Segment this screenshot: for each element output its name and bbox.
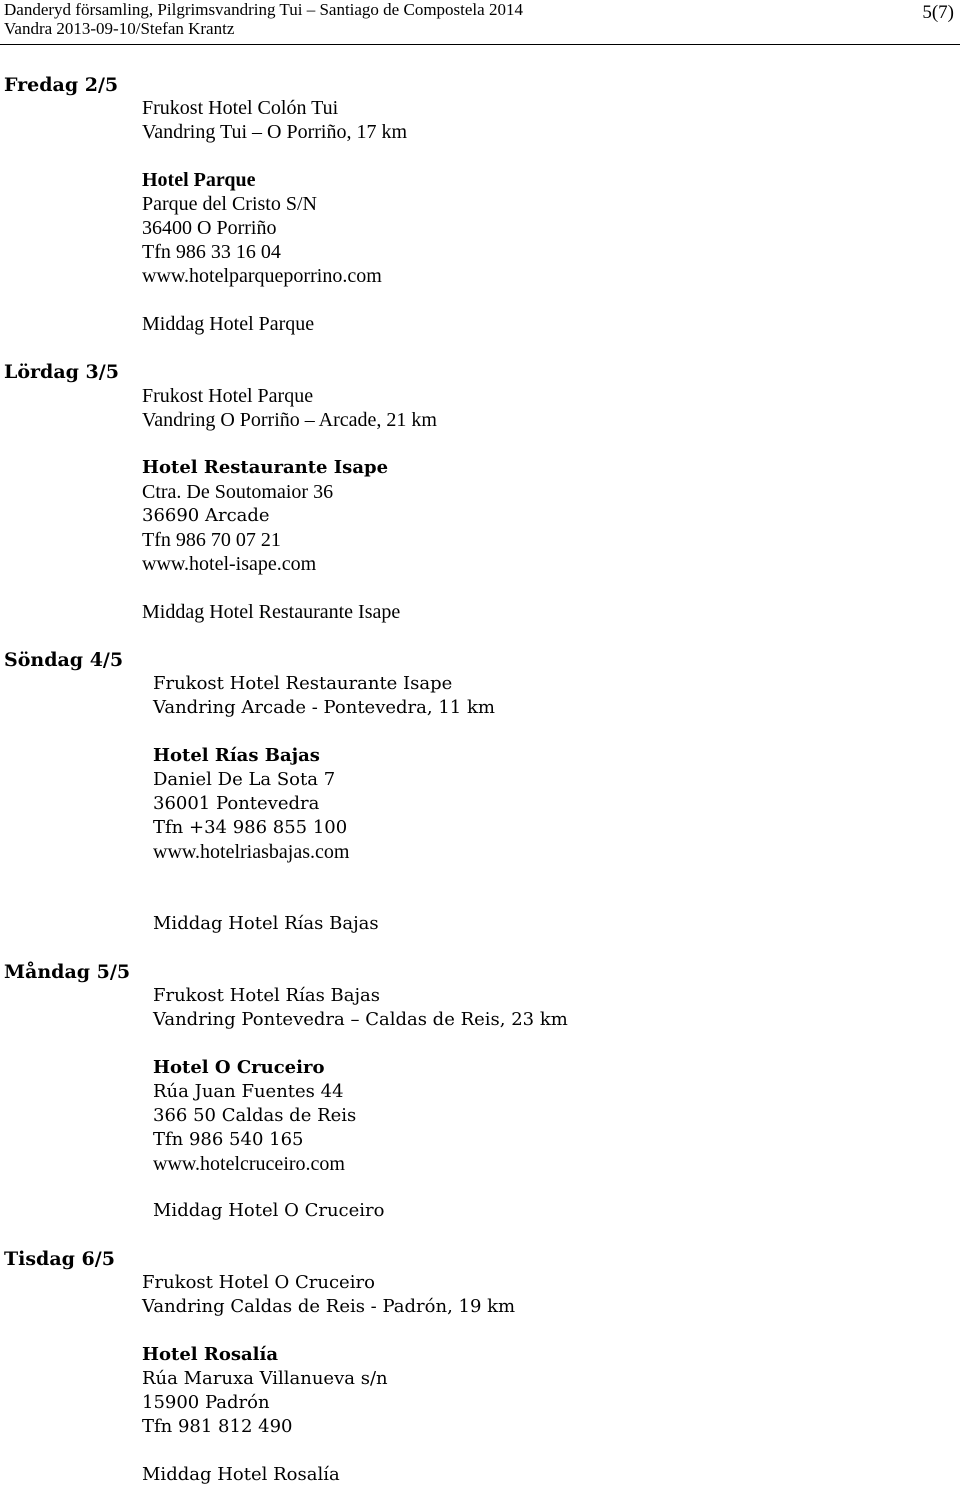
hotel-website: www.hotel-isape.com bbox=[142, 553, 317, 575]
hotel-phone: Tfn +34 986 855 100 bbox=[153, 817, 348, 838]
hotel-block-tisdag bbox=[142, 1343, 388, 1439]
day-label-fredag: Fredag 2/5 bbox=[4, 74, 119, 96]
day-block-tisdag-intro bbox=[142, 1271, 515, 1319]
walk-line: Vandring Tui – O Porriño, 17 km bbox=[142, 121, 408, 143]
walk-line: Vandring Arcade - Pontevedra, 11 km bbox=[153, 697, 495, 718]
dinner-mandag: Middag Hotel O Cruceiro bbox=[153, 1200, 385, 1221]
dinner-fredag: Middag Hotel Parque bbox=[142, 313, 315, 335]
day-label-tisdag: Tisdag 6/5 bbox=[4, 1248, 115, 1270]
day-label-lordag: Lördag 3/5 bbox=[4, 361, 119, 383]
hotel-address: Ctra. De Soutomaior 36 bbox=[142, 481, 334, 503]
hotel-block-lordag bbox=[142, 456, 388, 576]
breakfast-line: Frukost Hotel Rías Bajas bbox=[153, 985, 381, 1006]
hotel-postal: 15900 Padrón bbox=[142, 1392, 270, 1413]
walk-line: Vandring O Porriño – Arcade, 21 km bbox=[142, 409, 437, 431]
day-label-sondag: Söndag 4/5 bbox=[4, 649, 124, 671]
hotel-website: www.hotelparqueporrino.com bbox=[142, 265, 382, 287]
hotel-name: Hotel Restaurante Isape bbox=[142, 457, 389, 478]
walk-line: Vandring Caldas de Reis - Padrón, 19 km bbox=[142, 1296, 516, 1317]
document-header-author: Vandra 2013-09-10/Stefan Krantz bbox=[4, 19, 235, 38]
breakfast-line: Frukost Hotel Restaurante Isape bbox=[153, 673, 453, 694]
day-block-fredag-intro bbox=[142, 96, 407, 144]
dinner-lordag: Middag Hotel Restaurante Isape bbox=[142, 601, 401, 623]
hotel-block-sondag bbox=[153, 744, 349, 864]
hotel-name: Hotel Rías Bajas bbox=[153, 745, 320, 766]
hotel-postal: 36690 Arcade bbox=[142, 505, 270, 526]
document-header-title: Danderyd församling, Pilgrimsvandring Tui – Santiago de Compostela 2014 bbox=[4, 0, 523, 19]
hotel-phone: Tfn 986 70 07 21 bbox=[142, 529, 281, 551]
day-label-mandag: Måndag 5/5 bbox=[4, 961, 131, 983]
hotel-phone: Tfn 986 33 16 04 bbox=[142, 241, 281, 263]
walk-line: Vandring Pontevedra – Caldas de Reis, 23 km bbox=[153, 1009, 568, 1030]
hotel-postal: 36001 Pontevedra bbox=[153, 793, 320, 814]
hotel-block-mandag bbox=[153, 1056, 356, 1176]
breakfast-line: Frukost Hotel O Cruceiro bbox=[142, 1272, 375, 1293]
day-block-mandag-intro bbox=[153, 984, 568, 1032]
hotel-block-fredag bbox=[142, 168, 382, 288]
hotel-website: www.hotelriasbajas.com bbox=[153, 841, 350, 863]
dinner-tisdag: Middag Hotel Rosalía bbox=[142, 1464, 340, 1485]
day-block-lordag-intro bbox=[142, 384, 437, 432]
day-block-sondag-intro bbox=[153, 672, 495, 720]
hotel-name: Hotel Rosalía bbox=[142, 1344, 278, 1365]
hotel-postal: 366 50 Caldas de Reis bbox=[153, 1105, 357, 1126]
breakfast-line: Frukost Hotel Colón Tui bbox=[142, 97, 339, 119]
hotel-address: Daniel De La Sota 7 bbox=[153, 769, 336, 790]
hotel-address: Parque del Cristo S/N bbox=[142, 193, 317, 215]
hotel-phone: Tfn 986 540 165 bbox=[153, 1129, 304, 1150]
header-divider bbox=[0, 44, 960, 45]
hotel-name: Hotel Parque bbox=[142, 169, 256, 191]
hotel-phone: Tfn 981 812 490 bbox=[142, 1416, 293, 1437]
hotel-address: Rúa Maruxa Villanueva s/n bbox=[142, 1368, 388, 1389]
hotel-name: Hotel O Cruceiro bbox=[153, 1057, 325, 1078]
hotel-website: www.hotelcruceiro.com bbox=[153, 1153, 345, 1175]
hotel-address: Rúa Juan Fuentes 44 bbox=[153, 1081, 344, 1102]
breakfast-line: Frukost Hotel Parque bbox=[142, 385, 314, 407]
hotel-postal: 36400 O Porriño bbox=[142, 217, 277, 239]
dinner-sondag: Middag Hotel Rías Bajas bbox=[153, 913, 379, 934]
page-number: 5(7) bbox=[922, 2, 954, 23]
